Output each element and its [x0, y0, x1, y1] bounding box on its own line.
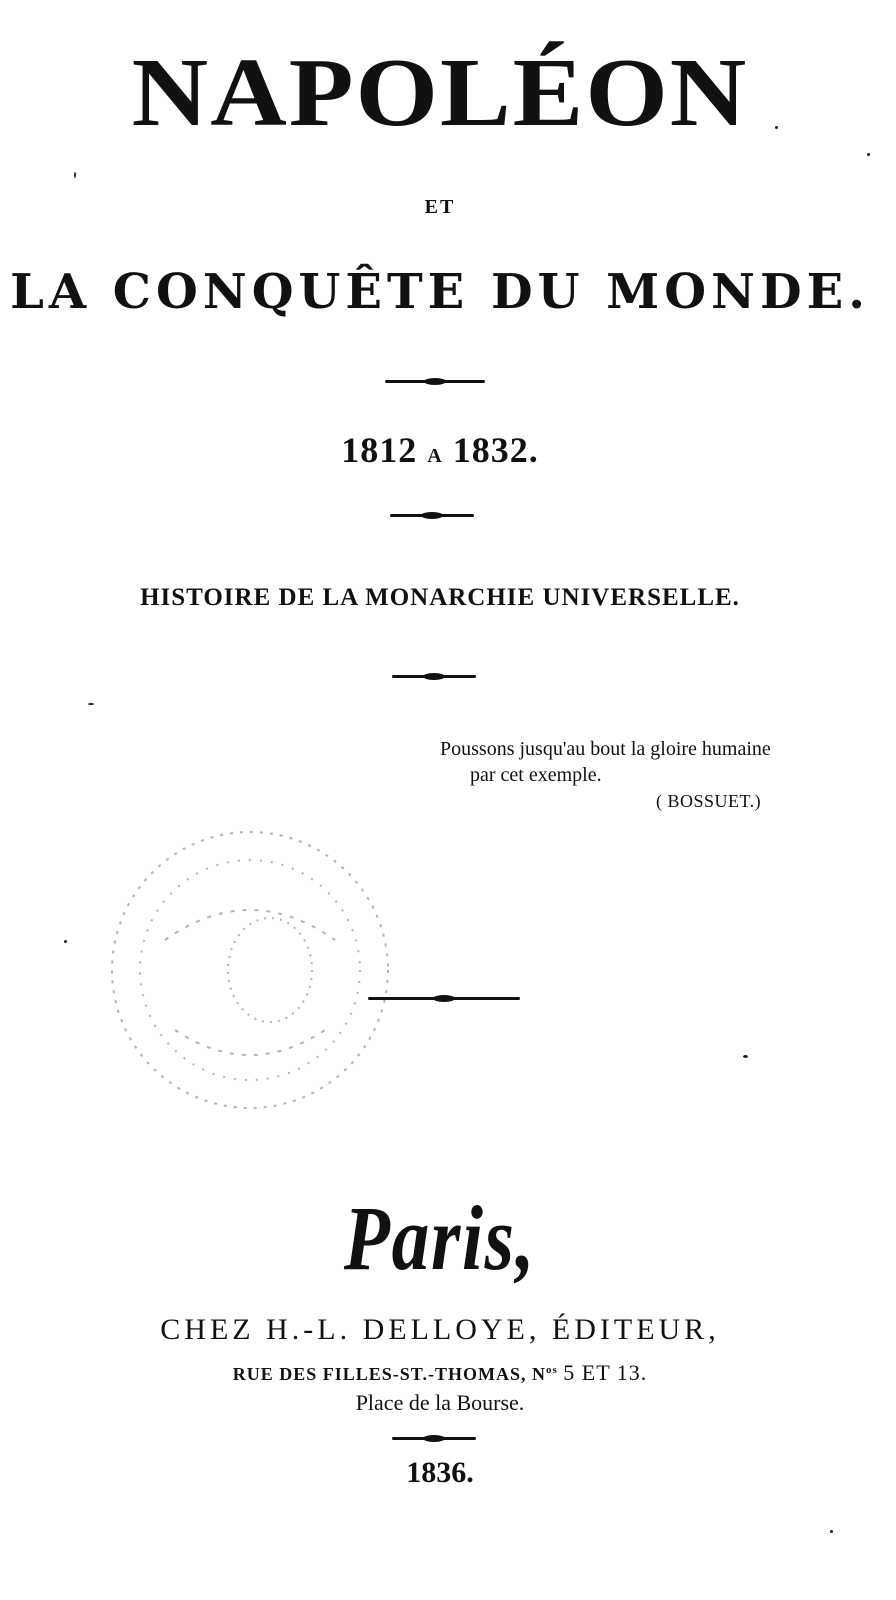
imprint-year: 1836. — [406, 1456, 474, 1489]
ornamental-rule-3 — [392, 675, 476, 678]
date-range — [0, 432, 880, 468]
ornamental-rule-2 — [390, 514, 474, 517]
imprint-place: Place de la Bourse. — [355, 1390, 525, 1415]
imprint-number-abbrev: os — [545, 1364, 558, 1376]
scan-speck — [64, 940, 67, 943]
ornamental-rule-5 — [392, 1437, 476, 1440]
series-title: HISTOIRE DE LA MONARCHIE UNIVERSELLE. — [140, 584, 740, 611]
date-end: 1832. — [452, 430, 539, 470]
scan-speck — [830, 1530, 833, 1533]
scan-speck — [743, 1055, 748, 1058]
imprint-publisher: CHEZ H.-L. DELLOYE, ÉDITEUR, — [160, 1313, 720, 1346]
book-subtitle: LA CONQUÊTE DU MONDE. — [10, 264, 870, 320]
epigraph-line-1: Poussons jusqu'au bout la gloire humaine — [440, 738, 771, 760]
scan-speck — [775, 126, 778, 129]
epigraph-line-2: par cet exemple. — [470, 764, 602, 786]
imprint-address — [0, 1362, 880, 1384]
epigraph — [440, 736, 771, 811]
date-start: 1812 — [341, 430, 418, 470]
conjunction-et: ET — [424, 196, 456, 218]
imprint-street: RUE DES FILLES-ST.-THOMAS, N — [232, 1364, 546, 1384]
imprint-city: Paris, — [343, 1187, 537, 1289]
scan-speck — [88, 703, 94, 705]
scan-speck — [867, 153, 870, 156]
epigraph-attribution: ( BOSSUET.) — [656, 791, 762, 811]
imprint-numbers: 5 ET 13. — [563, 1360, 648, 1385]
ornamental-rule-1 — [385, 380, 485, 383]
library-stamp-icon — [105, 820, 395, 1115]
book-title: NAPOLÉON — [131, 38, 749, 147]
date-separator: A — [427, 445, 443, 467]
scan-speck — [74, 172, 76, 178]
ornamental-rule-4 — [368, 997, 520, 1000]
